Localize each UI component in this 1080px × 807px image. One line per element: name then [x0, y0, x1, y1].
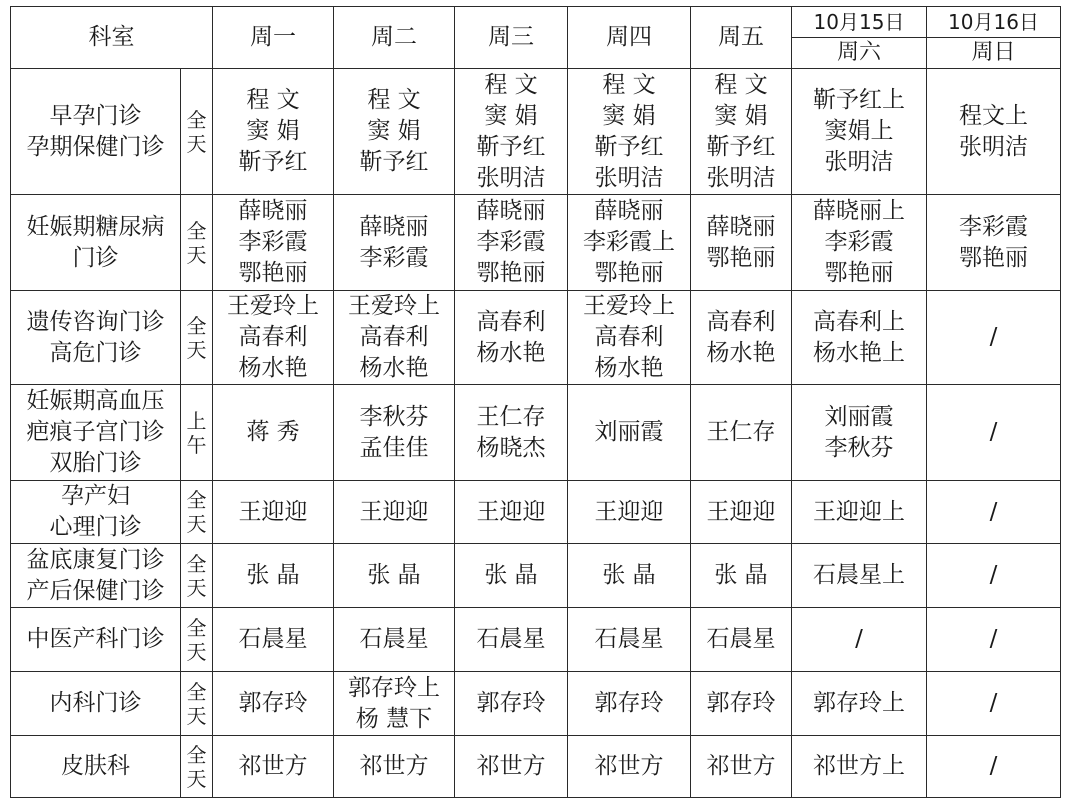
time-slot: 全 天	[181, 608, 213, 672]
time-slot: 全 天	[181, 672, 213, 736]
schedule-cell-thu: 薛晓丽 李彩霞上 鄂艳丽	[568, 195, 691, 291]
schedule-cell-thu: 祁世方	[568, 736, 691, 798]
schedule-cell-sat: 高春利上 杨水艳上	[792, 291, 927, 385]
time-slot: 全 天	[181, 544, 213, 608]
schedule-cell-fri: 张 晶	[691, 544, 792, 608]
schedule-cell-mon: 张 晶	[213, 544, 334, 608]
schedule-cell-thu: 石晨星	[568, 608, 691, 672]
schedule-cell-wed: 祁世方	[455, 736, 568, 798]
dept-name: 妊娠期高血压 疤痕子宫门诊 双胎门诊	[11, 385, 181, 481]
schedule-cell-sat: /	[792, 608, 927, 672]
schedule-cell-tue: 石晨星	[334, 608, 455, 672]
schedule-row	[11, 736, 1061, 798]
schedule-cell-sun: 李彩霞 鄂艳丽	[927, 195, 1061, 291]
schedule-row	[11, 195, 1061, 291]
schedule-cell-fri: 石晨星	[691, 608, 792, 672]
dept-name: 遗传咨询门诊 高危门诊	[11, 291, 181, 385]
schedule-row	[11, 69, 1061, 195]
schedule-cell-sun: /	[927, 481, 1061, 544]
schedule-cell-sat: 薛晓丽上 李彩霞 鄂艳丽	[792, 195, 927, 291]
schedule-cell-wed: 王迎迎	[455, 481, 568, 544]
schedule-cell-tue: 薛晓丽 李彩霞	[334, 195, 455, 291]
time-slot: 全 天	[181, 69, 213, 195]
schedule-cell-fri: 王迎迎	[691, 481, 792, 544]
day-header-wed: 周三	[455, 7, 568, 69]
schedule-cell-mon: 薛晓丽 李彩霞 鄂艳丽	[213, 195, 334, 291]
schedule-cell-tue: 程 文 窦 娟 靳予红	[334, 69, 455, 195]
schedule-cell-sun: /	[927, 385, 1061, 481]
schedule-row	[11, 291, 1061, 385]
schedule-cell-wed: 王仁存 杨晓杰	[455, 385, 568, 481]
schedule-cell-mon: 石晨星	[213, 608, 334, 672]
dept-name: 妊娠期糖尿病 门诊	[11, 195, 181, 291]
day-header-sat: 周六	[792, 38, 927, 69]
schedule-row	[11, 385, 1061, 481]
schedule-cell-thu: 郭存玲	[568, 672, 691, 736]
schedule-cell-sun: /	[927, 291, 1061, 385]
schedule-cell-wed: 薛晓丽 李彩霞 鄂艳丽	[455, 195, 568, 291]
schedule-cell-tue: 王爱玲上 高春利 杨水艳	[334, 291, 455, 385]
schedule-cell-fri: 薛晓丽 鄂艳丽	[691, 195, 792, 291]
schedule-cell-fri: 程 文 窦 娟 靳予红 张明洁	[691, 69, 792, 195]
schedule-cell-wed: 程 文 窦 娟 靳予红 张明洁	[455, 69, 568, 195]
time-slot: 全 天	[181, 736, 213, 798]
schedule-cell-tue: 郭存玲上 杨 慧下	[334, 672, 455, 736]
dept-name: 盆底康复门诊 产后保健门诊	[11, 544, 181, 608]
schedule-cell-wed: 郭存玲	[455, 672, 568, 736]
schedule-row	[11, 672, 1061, 736]
schedule-cell-sun: /	[927, 736, 1061, 798]
schedule-cell-fri: 王仁存	[691, 385, 792, 481]
schedule-row	[11, 608, 1061, 672]
schedule-cell-sat: 石晨星上	[792, 544, 927, 608]
schedule-cell-sat: 刘丽霞 李秋芬	[792, 385, 927, 481]
dept-name: 内科门诊	[11, 672, 181, 736]
schedule-cell-tue: 王迎迎	[334, 481, 455, 544]
time-slot: 全 天	[181, 195, 213, 291]
schedule-cell-wed: 石晨星	[455, 608, 568, 672]
dept-name: 早孕门诊 孕期保健门诊	[11, 69, 181, 195]
schedule-cell-thu: 张 晶	[568, 544, 691, 608]
day-header-thu: 周四	[568, 7, 691, 69]
header-row	[11, 7, 1061, 38]
schedule-cell-tue: 祁世方	[334, 736, 455, 798]
time-slot: 上 午	[181, 385, 213, 481]
schedule-cell-thu: 程 文 窦 娟 靳予红 张明洁	[568, 69, 691, 195]
schedule-row	[11, 544, 1061, 608]
date-header-sat: 10月15日	[792, 7, 927, 38]
schedule-cell-fri: 高春利 杨水艳	[691, 291, 792, 385]
schedule-cell-sat: 靳予红上 窦娟上 张明洁	[792, 69, 927, 195]
schedule-cell-sat: 祁世方上	[792, 736, 927, 798]
time-slot: 全 天	[181, 291, 213, 385]
schedule-cell-mon: 郭存玲	[213, 672, 334, 736]
schedule-cell-mon: 祁世方	[213, 736, 334, 798]
schedule-row	[11, 481, 1061, 544]
schedule-cell-fri: 祁世方	[691, 736, 792, 798]
schedule-cell-thu: 王爱玲上 高春利 杨水艳	[568, 291, 691, 385]
dept-header: 科室	[11, 7, 213, 69]
dept-name: 皮肤科	[11, 736, 181, 798]
clinic-schedule-table	[10, 6, 1061, 798]
schedule-cell-fri: 郭存玲	[691, 672, 792, 736]
schedule-cell-mon: 程 文 窦 娟 靳予红	[213, 69, 334, 195]
schedule-cell-sun: /	[927, 544, 1061, 608]
schedule-cell-mon: 蒋 秀	[213, 385, 334, 481]
schedule-cell-wed: 高春利 杨水艳	[455, 291, 568, 385]
schedule-cell-wed: 张 晶	[455, 544, 568, 608]
schedule-cell-tue: 张 晶	[334, 544, 455, 608]
schedule-cell-sun: /	[927, 672, 1061, 736]
schedule-cell-mon: 王爱玲上 高春利 杨水艳	[213, 291, 334, 385]
schedule-cell-thu: 王迎迎	[568, 481, 691, 544]
schedule-cell-sun: 程文上 张明洁	[927, 69, 1061, 195]
schedule-cell-tue: 李秋芬 孟佳佳	[334, 385, 455, 481]
date-header-sun: 10月16日	[927, 7, 1061, 38]
day-header-fri: 周五	[691, 7, 792, 69]
time-slot: 全 天	[181, 481, 213, 544]
day-header-mon: 周一	[213, 7, 334, 69]
day-header-sun: 周日	[927, 38, 1061, 69]
schedule-wrapper	[10, 6, 1061, 798]
dept-name: 中医产科门诊	[11, 608, 181, 672]
schedule-cell-sat: 王迎迎上	[792, 481, 927, 544]
schedule-cell-thu: 刘丽霞	[568, 385, 691, 481]
schedule-cell-mon: 王迎迎	[213, 481, 334, 544]
dept-name: 孕产妇 心理门诊	[11, 481, 181, 544]
schedule-cell-sun: /	[927, 608, 1061, 672]
schedule-cell-sat: 郭存玲上	[792, 672, 927, 736]
day-header-tue: 周二	[334, 7, 455, 69]
